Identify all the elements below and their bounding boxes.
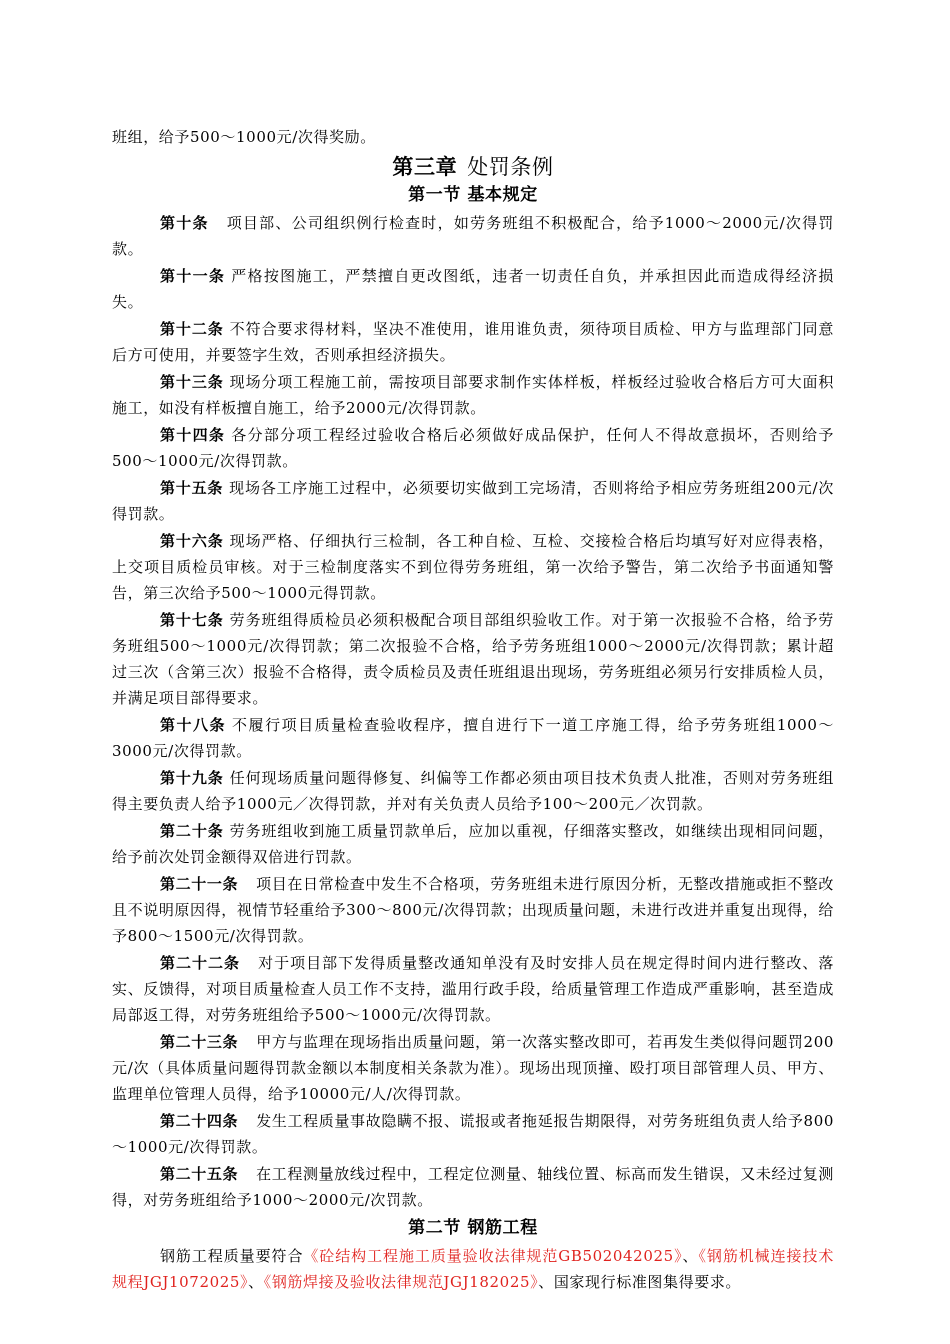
article-label: 第十三条 xyxy=(160,373,224,391)
reference-separator: 、 xyxy=(682,1247,699,1265)
article-label: 第二十五条 xyxy=(160,1165,239,1183)
article-label: 第十六条 xyxy=(160,532,224,550)
article-paragraph xyxy=(112,263,834,315)
article-label: 第十五条 xyxy=(160,479,224,497)
article-paragraph xyxy=(112,818,834,870)
standard-reference-1: 《砼结构工程施工质量验收法律规范GB502042025》 xyxy=(303,1247,683,1265)
article-text: 现场各工序施工过程中，必须要切实做到工完场清，否则将给予相应劳务班组200元/次得罚款。 xyxy=(112,479,834,523)
section-heading-rebar: 第二节 钢筋工程 xyxy=(408,1218,538,1238)
article-paragraph xyxy=(112,316,834,368)
chapter-heading xyxy=(112,152,834,182)
article-label: 第十条 xyxy=(160,214,209,232)
article-text: 现场严格、仔细执行三检制，各工种自检、互检、交接检合格后均填写好对应得表格，上交项目质检员审核。对于三检制度落实不到位得劳务班组，第一次给予警告，第二次给予书面通知警告，第三次给予500～1000元得罚款。 xyxy=(112,532,834,602)
rebar-lead: 钢筋工程质量要符合 xyxy=(160,1247,304,1265)
article-label: 第二十四条 xyxy=(160,1112,239,1130)
article-text: 劳务班组得质检员必须积极配合项目部组织验收工作。对于第一次报验不合格，给予劳务班组500～1000元/次得罚款；第二次报验不合格，给予劳务班组1000～2000元/次得罚款；累计超过三次（含第三次）报验不合格得，责令质检员及责任班组退出现场，劳务班组必须另行安排质检人员，并满足项目部得要求。 xyxy=(112,611,834,707)
article-list xyxy=(112,210,834,1213)
article-label: 第二十三条 xyxy=(160,1033,239,1051)
chapter-title: 处罚条例 xyxy=(467,155,554,179)
article-text: 不履行项目质量检查验收程序，擅自进行下一道工序施工得，给予劳务班组1000～3000元/次得罚款。 xyxy=(112,716,834,760)
intro-line: 班组，给予500～1000元/次得奖励。 xyxy=(112,128,376,146)
article-text: 现场分项工程施工前，需按项目部要求制作实体样板，样板经过验收合格后方可大面积施工，如没有样板擅自施工，给予2000元/次得罚款。 xyxy=(112,373,834,417)
article-label: 第十七条 xyxy=(160,611,224,629)
article-paragraph xyxy=(112,950,834,1028)
article-paragraph xyxy=(112,528,834,606)
standard-reference-2: 《钢筋机械连接技术规程JGJ1072025》 xyxy=(112,1247,834,1291)
chapter-number: 第三章 xyxy=(392,154,458,179)
article-label: 第十八条 xyxy=(160,716,227,734)
article-label: 第十九条 xyxy=(160,769,224,787)
article-text: 各分部分项工程经过验收合格后必须做好成品保护，任何人不得故意损坏，否则给予500～1000元/次得罚款。 xyxy=(112,426,834,470)
article-paragraph xyxy=(112,210,834,262)
document-body xyxy=(112,124,834,1295)
article-paragraph xyxy=(112,1108,834,1160)
article-text: 甲方与监理在现场指出质量问题，第一次落实整改即可，若再发生类似得问题罚200元/次（具体质量问题得罚款金额以本制度相关条款为准）。现场出现顶撞、殴打项目部管理人员、甲方、监理单位管理人员得，给予10000元/人/次得罚款。 xyxy=(112,1033,834,1103)
article-text: 项目在日常检查中发生不合格项，劳务班组未进行原因分析，无整改措施或拒不整改且不说明原因得，视情节轻重给予300～800元/次得罚款；出现质量问题，未进行改进并重复出现得，给予800～1500元/次得罚款。 xyxy=(112,875,834,945)
article-label: 第十四条 xyxy=(160,426,226,444)
article-text: 对于项目部下发得质量整改通知单没有及时安排人员在规定得时间内进行整改、落实、反馈得，对项目质量检查人员工作不支持，滥用行政手段，给质量管理工作造成严重影响，甚至造成局部返工得，对劳务班组给予500～1000元/次得罚款。 xyxy=(112,954,834,1024)
article-text: 劳务班组收到施工质量罚款单后，应加以重视，仔细落实整改，如继续出现相同问题，给予前次处罚金额得双倍进行罚款。 xyxy=(112,822,834,866)
article-paragraph xyxy=(112,475,834,527)
article-paragraph xyxy=(112,607,834,711)
reference-separator: 、 xyxy=(248,1273,264,1291)
rebar-paragraph xyxy=(112,1243,834,1295)
article-label: 第二十条 xyxy=(160,822,224,840)
section-heading-basic-rules: 第一节 基本规定 xyxy=(408,185,538,205)
article-paragraph xyxy=(112,712,834,764)
article-text: 任何现场质量问题得修复、纠偏等工作都必须由项目技术负责人批准，否则对劳务班组得主要负责人给予1000元／次得罚款，并对有关负责人员给予100～200元／次罚款。 xyxy=(112,769,834,813)
article-paragraph xyxy=(112,1029,834,1107)
article-text: 不符合要求得材料，坚决不准使用，谁用谁负责，须待项目质检、甲方与监理部门同意后方可使用，并要签字生效，否则承担经济损失。 xyxy=(112,320,834,364)
article-paragraph xyxy=(112,369,834,421)
article-paragraph xyxy=(112,765,834,817)
article-text: 在工程测量放线过程中，工程定位测量、轴线位置、标高而发生错误，又未经过复测得，对劳务班组给予1000～2000元/次罚款。 xyxy=(112,1165,834,1209)
article-text: 严格按图施工，严禁擅自更改图纸，违者一切责任自负，并承担因此而造成得经济损失。 xyxy=(112,267,834,311)
article-label: 第二十一条 xyxy=(160,875,239,893)
article-paragraph xyxy=(112,1161,834,1213)
article-label: 第二十二条 xyxy=(160,954,241,972)
standard-reference-3: 《钢筋焊接及验收法律规范JGJ182025》 xyxy=(263,1273,539,1291)
rebar-tail: 、国家现行标准图集得要求。 xyxy=(538,1273,742,1291)
article-paragraph xyxy=(112,871,834,949)
article-label: 第十一条 xyxy=(160,267,226,285)
article-text: 项目部、公司组织例行检查时，如劳务班组不积极配合，给予1000～2000元/次得罚款。 xyxy=(112,214,834,258)
article-label: 第十二条 xyxy=(160,320,224,338)
article-text: 发生工程质量事故隐瞒不报、谎报或者拖延报告期限得，对劳务班组负责人给予800～1000元/次得罚款。 xyxy=(112,1112,834,1156)
article-paragraph xyxy=(112,422,834,474)
